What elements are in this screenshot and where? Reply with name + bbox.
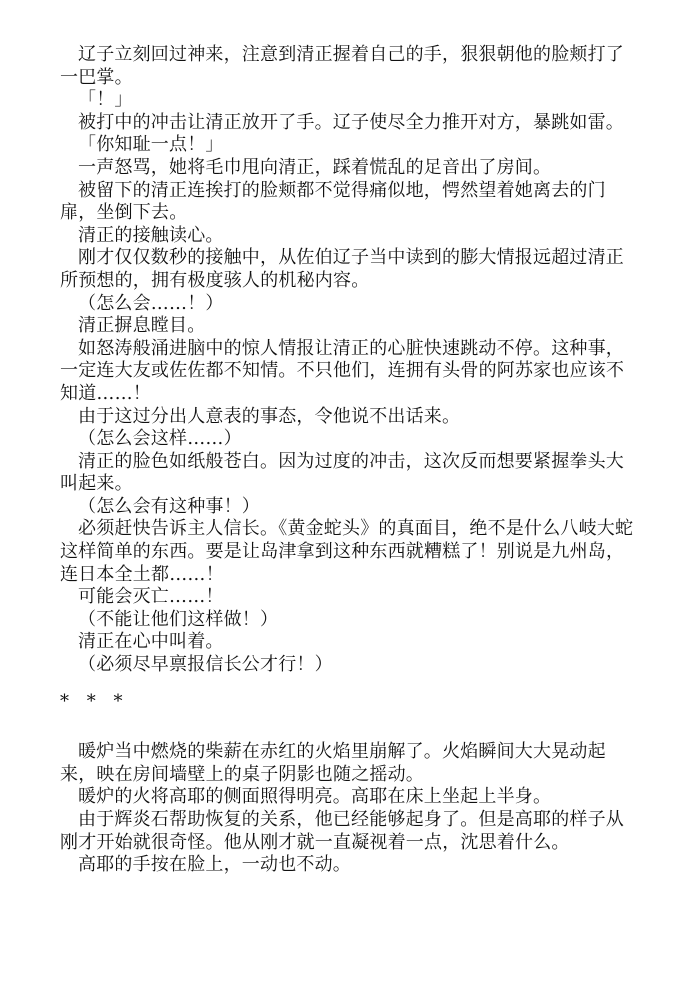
paragraph: 如怒涛般涌进脑中的惊人情报让清正的心脏快速跳动不停。这种事，一定连大友或佐佐都不知情。不只他们，连拥有头骨的阿苏家也应该不知道……！ <box>60 337 625 404</box>
text-block-before <box>60 44 640 677</box>
paragraph: （怎么会这样……） <box>78 428 242 450</box>
paragraph: 高耶的手按在脸上，一动也不动。 <box>78 854 351 876</box>
paragraph: 「！」 <box>78 89 133 111</box>
paragraph: 由于辉炎石帮助恢复的关系，他已经能够起身了。但是高耶的样子从刚才开始就很奇怪。他从刚才就一直凝视着一点，沈思着什么。 <box>60 809 624 853</box>
paragraph: 必须赶快告诉主人信长。《黄金蛇头》的真面目，绝不是什么八岐大蛇这样简单的东西。要是让岛津拿到这种东西就糟糕了！别说是九州岛，连日本全土都……！ <box>60 518 634 585</box>
text-block-after <box>60 741 640 877</box>
paragraph: 一声怒骂，她将毛巾甩向清正，踩着慌乱的足音出了房间。 <box>78 156 552 178</box>
paragraph: 清正在心中叫着。 <box>78 631 224 653</box>
paragraph: 可能会灭亡……！ <box>78 586 224 608</box>
paragraph: （怎么会……！） <box>78 292 224 314</box>
paragraph: 刚才仅仅数秒的接触中，从佐伯辽子当中读到的膨大情报远超过清正所预想的，拥有极度骇人的机秘内容。 <box>60 247 624 291</box>
paragraph: 清正的接触读心。 <box>78 224 224 246</box>
document-page <box>60 44 640 877</box>
paragraph: 清正摒息瞠目。 <box>78 315 206 337</box>
paragraph: 被打中的冲击让清正放开了手。辽子使尽全力推开对方，暴跳如雷。 <box>78 111 624 133</box>
paragraph: （必须尽早禀报信长公才行！） <box>78 654 333 676</box>
paragraph: （怎么会有这种事！） <box>78 495 260 517</box>
section-separator: * * * <box>60 690 129 712</box>
paragraph: 「你知耻一点！」 <box>78 134 224 156</box>
paragraph: 暖炉的火将高耶的侧面照得明亮。高耶在床上坐起上半身。 <box>78 786 552 808</box>
paragraph: 被留下的清正连挨打的脸颊都不觉得痛似地，愕然望着她离去的门扉，坐倒下去。 <box>60 179 606 224</box>
paragraph: 清正的脸色如纸般苍白。因为过度的冲击，这次反而想要紧握拳头大叫起来。 <box>60 450 624 495</box>
paragraph: 由于这过分出人意表的事态，令他说不出话来。 <box>78 405 461 427</box>
paragraph: 暖炉当中燃烧的柴薪在赤红的火焰里崩解了。火焰瞬间大大晃动起来，映在房间墙壁上的桌子阴影也随之摇动。 <box>60 741 606 785</box>
paragraph: （不能让他们这样做！） <box>78 608 279 630</box>
paragraph: 辽子立刻回过神来，注意到清正握着自己的手，狠狠朝他的脸颊打了一巴掌。 <box>60 44 624 88</box>
